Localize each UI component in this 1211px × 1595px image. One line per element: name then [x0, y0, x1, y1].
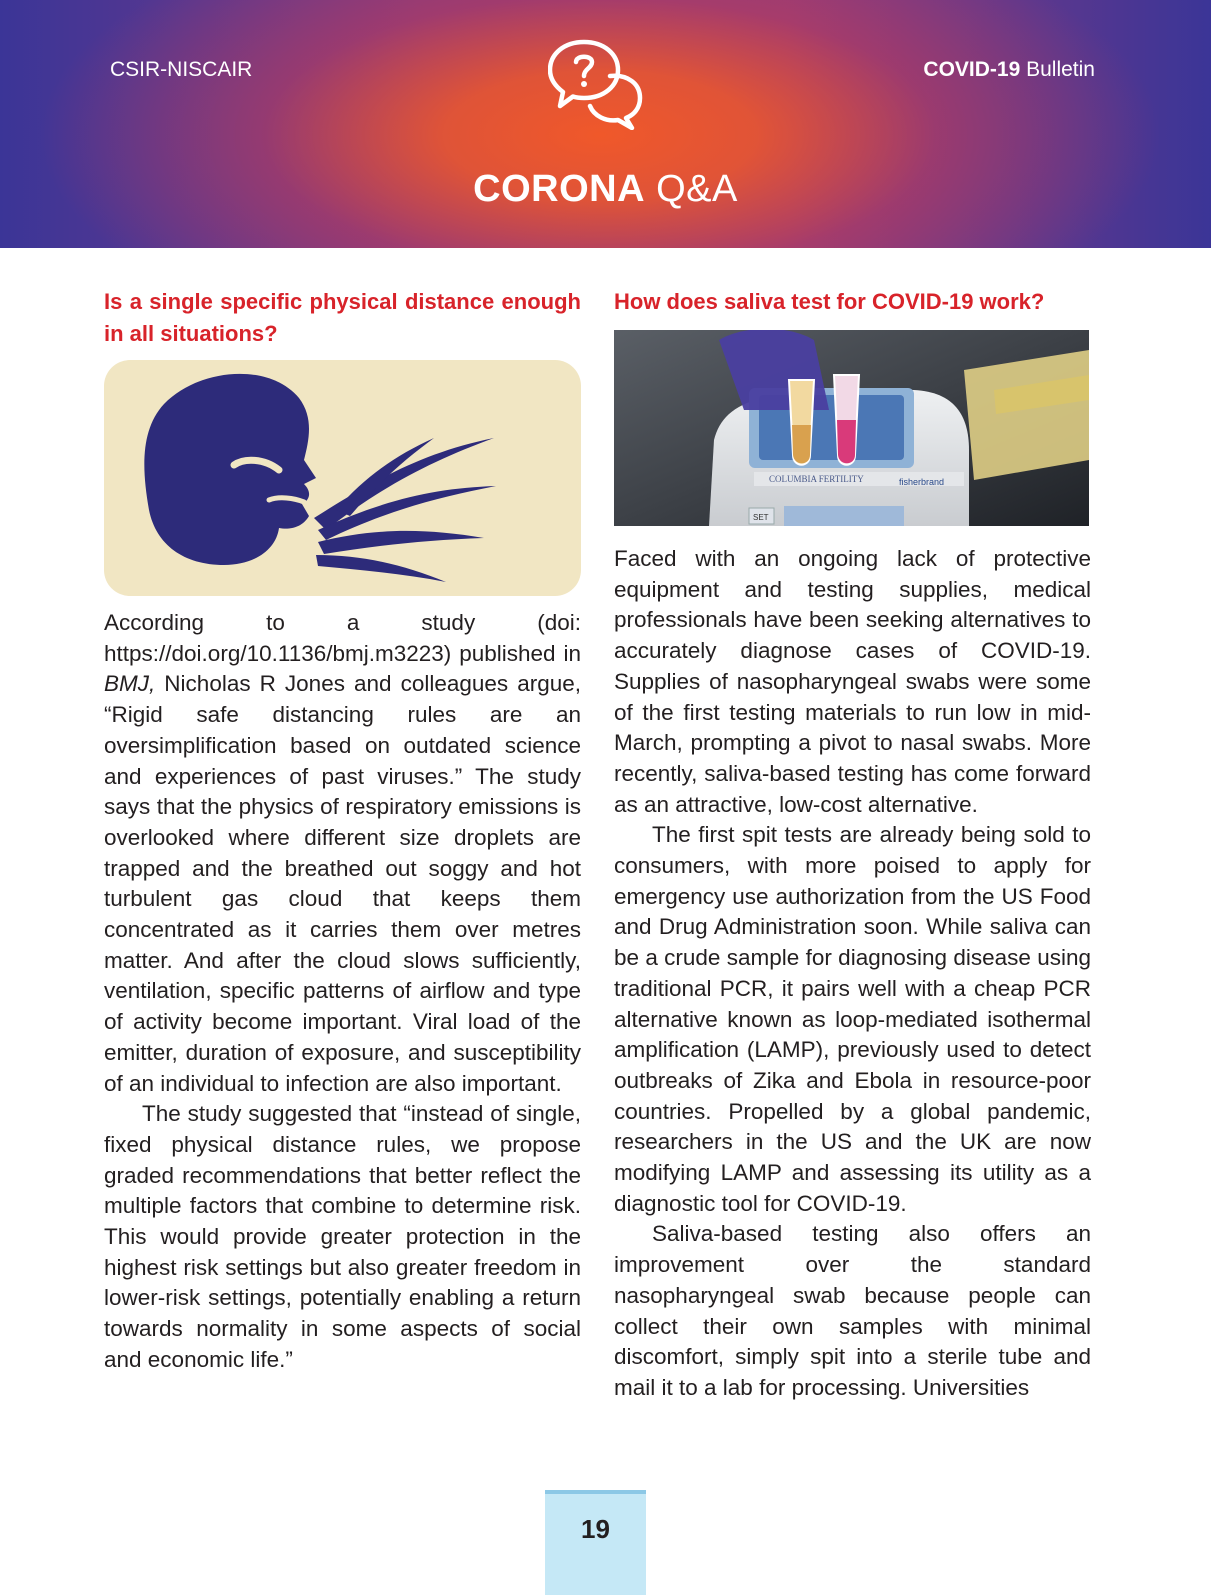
right-paragraph-2: The first spit tests are already being sold to consumers, with more poised to apply for emergency use authorization from the US Food and Drug Administration soon. While saliva can be a crude sample for diagnosing disease using traditional PCR, it pairs well with a cheap PCR alternative known as loop-mediated isothermal amplification (LAMP), previously used to detect outbreaks of Zika and Ebola in resource-poor countries. Propelled by a global pandemic, researchers in the US and the UK are now modifying LAMP and assessing its utility as a diagnostic tool for COVID-19.	[614, 822, 1091, 1216]
bulletin-name-rest: Bulletin	[1020, 58, 1095, 81]
bulletin-name	[923, 58, 1095, 82]
title-bold: CORONA	[473, 168, 646, 210]
left-paragraph-1	[104, 608, 581, 1099]
left-column	[104, 286, 581, 1376]
device-maker-label: fisherbrand	[899, 477, 945, 487]
left-paragraph-2: The study suggested that “instead of single, fixed physical distance rules, we propose graded recommendations that better reflect the multiple factors that combine to determine risk. This would provide greater protection in the highest risk settings but also greater freedom in lower-risk settings, potentially enabling a return towards normality in some aspects of social and economic life.”	[104, 1101, 581, 1372]
sneeze-figure	[104, 360, 581, 596]
page-title	[0, 168, 1211, 211]
right-paragraph-3: Saliva-based testing also offers an improvement over the standard nasopharyngeal swab because people can collect their own samples with minimal discomfort, simply spit into a sterile tube and mail it to a lab for processing. Universities	[614, 1221, 1091, 1400]
page-number: 19	[581, 1514, 610, 1544]
sneeze-illustration	[104, 360, 581, 596]
publisher-name: CSIR-NISCAIR	[110, 58, 253, 81]
right-column	[614, 286, 1091, 1404]
header-banner	[0, 0, 1211, 248]
left-paragraph-1-part-a: According to a study (doi: https://doi.org/10.1136/bmj.m3223) published in	[104, 610, 581, 666]
right-paragraph-1: Faced with an ongoing lack of protective equipment and testing supplies, medical professionals have been seeking alternatives to accurately diagnose cases of COVID-19. Supplies of nasopharyngeal swabs were some of the first testing materials to run low in mid-March, prompting a pivot to nasal swabs. More recently, saliva-based testing has come forward as an attractive, low-cost alternative.	[614, 546, 1091, 817]
device-brand-label: COLUMBIA FERTILITY	[769, 474, 864, 484]
journal-name: BMJ,	[104, 671, 156, 697]
bulletin-name-bold: COVID-19	[923, 58, 1021, 81]
left-paragraph-1-part-b: Nicholas R Jones and colleagues argue, “Rigid safe distancing rules are an oversimplification based on outdated science and experiences of past viruses.” The study says that the physics of respiratory emissions is overlooked where different size droplets are trapped and the breathed out soggy and hot turbulent gas cloud that keeps them concentrated as it carries them over metres matter. And after the cloud slows sufficiently, ventilation, specific patterns of airflow and type of activity become important. Viral load of the emitter, duration of exposure, and susceptibility of an individual to infection are also important.	[104, 671, 581, 1096]
device-button-label: SET	[753, 513, 769, 522]
title-rest: Q&A	[645, 168, 738, 210]
lab-device-image	[614, 330, 1089, 526]
question-heading-distance: Is a single specific physical distance enough in all situations?	[104, 289, 581, 346]
question-heading-saliva: How does saliva test for COVID-19 work?	[614, 289, 1045, 314]
speech-bubbles-question-icon	[548, 38, 646, 130]
page-number-tab	[545, 1490, 646, 1595]
saliva-test-photo	[614, 330, 1089, 526]
